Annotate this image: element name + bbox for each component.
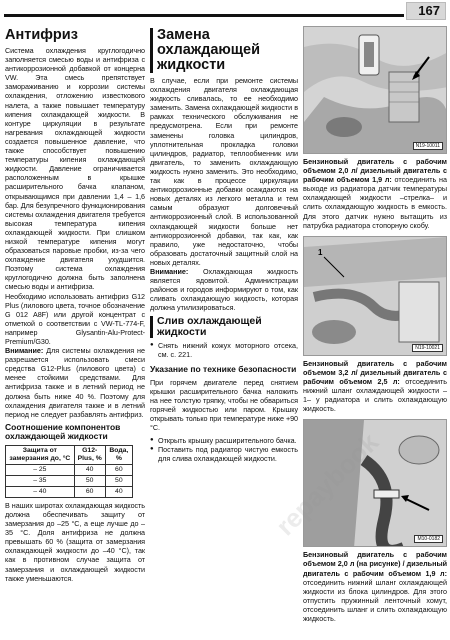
note-label: Внимание: bbox=[150, 266, 189, 276]
table-header-row bbox=[6, 445, 133, 464]
figure-id: N19-10011 bbox=[413, 142, 443, 150]
table-cell: 40 bbox=[74, 464, 105, 475]
table-row bbox=[6, 464, 133, 475]
coolant-title-block bbox=[150, 28, 298, 73]
antifreeze-paragraph-1: Система охлаждения круглогодично заполняется смесью воды и антифриза с антикоррозионной добавкой от концерна VW. Эта смесь препятствует замораживанию и коррозии системы охлаждения, отложению известкового налета, а также повышает температуру кипения охлаждающей жидкости. В контуре циркуляции в результате нагревания охлаждающей жидкости создается повышенное давление, что также способствует повышению температуры кипения охлаждающей жидкости. Давление ограничивается расположенным в крышке расширительного бачка клапаном, открывающимся при давлении 1,4 – 1,6 бар. Для безупречного функционирования системы охлаждения двигателя требуется высокая температура кипения охлаждающей жидкости. При слишком низкой температуре кипения могут образоваться паровые пробки, из-за чего охлаждение двигателя ухудшится. Поэтому система охлаждения круглогодично должна быть заполнена смесью воды и антифриза. bbox=[5, 46, 145, 292]
drain-title-block bbox=[150, 316, 298, 338]
section-title-drain: Слив охлаждающей жидкости bbox=[157, 315, 262, 339]
header-rule bbox=[4, 14, 404, 17]
engine-photo-2 bbox=[304, 237, 447, 356]
safety-title: Указание по технике безопасности bbox=[150, 364, 297, 375]
figure-radiator-sensor bbox=[303, 26, 447, 154]
column-figures bbox=[303, 26, 447, 636]
caption-bold: Бензиновый двигатель с рабочим объемом 3,2 л/ дизельный двигатель с рабочим объемом 2,5 л: bbox=[303, 358, 447, 386]
bullet-place-container: ● Поставить под радиатор чистую емкость для слива охлаждающей жидкости. bbox=[150, 445, 298, 463]
coolant-note bbox=[150, 267, 298, 312]
table-header-cell: G12-Plus, % bbox=[74, 445, 105, 464]
table-cell: 50 bbox=[105, 475, 132, 486]
figure-lower-hose bbox=[303, 236, 447, 356]
figure-caption-2 bbox=[303, 359, 447, 414]
section-title-coolant-replacement: Замена охлаждающей жидкости bbox=[157, 27, 260, 73]
table-row bbox=[6, 486, 133, 497]
figure-id: N19-10021 bbox=[412, 344, 443, 352]
figure-caption-1 bbox=[303, 157, 447, 230]
table-cell: – 40 bbox=[6, 486, 75, 497]
figure-callout-1: 1 bbox=[318, 247, 323, 257]
caption-text: отсоединить на выходе из радиатора датчик температуры охлаждающей жидкости –стрелка– и слить охлаждающую жидкость в емкость. Для этого датчик нужно вытащить из патрубка радиатора стопорную скобу. bbox=[303, 175, 447, 230]
coolant-paragraph-1: В случае, если при ремонте системы охлаждения двигателя охлаждающая жидкость сливалась, то ее необходимо заменить. Замена охлаждающей жидкости в рамках технического обслуживания не предусмотрена. Если при ремонте заменены головка цилиндров, уплотнительная прокладка головки цилиндров, радиатор, теплообменник или двигатель, то заменить охлаждающую жидкость нужно заменить. Это необходимо, так как в процессе циркуляции антикоррозионные добавки осаждаются на новых деталях из легкого металла и тем самым образуют долговечный антикоррозионный слой. В использованной охлаждающей жидкости больше нет антикоррозионной добавки, так как, как правило, уже недостаточно, чтобы образовать достаточный защитный слой на новых деталях. bbox=[150, 76, 298, 267]
table-row bbox=[6, 475, 133, 486]
caption-bold: Бензиновый двигатель с рабочим объемом 2,0 л/ дизельный двигатель с рабочим объемом 1,9 л: bbox=[303, 157, 447, 185]
table-header-cell: Защита от замерзания до, °С bbox=[6, 445, 75, 464]
antifreeze-note bbox=[5, 346, 145, 419]
note-text: Охлаждающая жидкость является ядовитой. Администрации районов и городов информируют о том, как сливать охлаждающую жидкость, которая должна утилизироваться. bbox=[150, 266, 298, 313]
caption-bold: Бензиновый двигатель с рабочим объемом 2,0 л (на рисунке) / дизельный двигатель с рабочим объемом 1,9 л: bbox=[303, 550, 447, 578]
section-title-antifreeze: Антифриз bbox=[5, 27, 78, 43]
table-cell: 60 bbox=[105, 464, 132, 475]
figure-caption-3 bbox=[303, 550, 447, 623]
table-cell: 40 bbox=[105, 486, 132, 497]
note-text: Для системы охлаждения не разрешается использовать смеси средства G12-Plus (лилового цвета) с менее стойкими средствами. Для антифриза также и в летний период не должна быть ниже 40 %. Поэтому для охлаждения двигателя также и в летний период не следует разбавлять антифриз. bbox=[5, 346, 145, 419]
figure-id: M10-0182 bbox=[414, 535, 443, 543]
page-number: 167 bbox=[418, 3, 440, 18]
figure-block-hose bbox=[303, 419, 447, 547]
caption-text: отсоединить нижний шланг охлаждающей жидкости из блока цилиндров. Для этого отпустить пружинный ленточный хомут, отсоединить шланг и слить охлаждающую жидкость. bbox=[303, 577, 447, 623]
engine-photo-3 bbox=[304, 420, 447, 547]
table-cell: – 25 bbox=[6, 464, 75, 475]
page-header bbox=[0, 0, 450, 22]
engine-photo-1 bbox=[304, 27, 447, 154]
column-coolant-replacement bbox=[150, 26, 298, 636]
coolant-ratio-table bbox=[5, 445, 133, 498]
table-cell: 60 bbox=[74, 486, 105, 497]
table-header-cell: Вода, % bbox=[105, 445, 132, 464]
after-table-paragraph: В наших широтах охлаждающая жидкость должна обеспечивать защиту от замерзания до –25 °С, а еще лучше до –35 °С. Доля антифриза не должна превышать 60 % (защита от замерзания охлаждающей жидкости до –40 °С), так как в противном случае защита от замерзания и охлаждающей жидкости также уменьшаются. bbox=[5, 500, 145, 583]
table-title: Соотношение компонентов охлаждающей жидкости bbox=[5, 421, 121, 442]
antifreeze-paragraph-2: Необходимо использовать антифриз G12 Plus (лилового цвета, точное обозначение G 012 A8F) или другой концентрат с отметкой о соответствии с VW-TL-774-F, например Glysantin-Alu-Protect-Premium/G30. bbox=[5, 291, 145, 346]
column-antifreeze bbox=[5, 26, 145, 636]
caption-text: отсоединить нижний шланг охлаждающей жидкости –1– у радиатора и слить охлаждающую жидкость. bbox=[303, 376, 447, 414]
note-label: Внимание: bbox=[5, 346, 44, 356]
bullet-open-cap: ● Открыть крышку расширительного бачка. bbox=[150, 436, 298, 445]
drain-bullet: ● Снять нижний кожух моторного отсека, см. с. 221. bbox=[150, 341, 298, 359]
table-cell: 50 bbox=[74, 475, 105, 486]
safety-text: При горячем двигателе перед снятием крышки расширительного бачка наложить на нее толстую тряпку, чтобы не обвариться горячей жидкостью или паром. Крышку открывать только при температуре ниже +90 °С. bbox=[150, 377, 298, 433]
table-cell: – 35 bbox=[6, 475, 75, 486]
